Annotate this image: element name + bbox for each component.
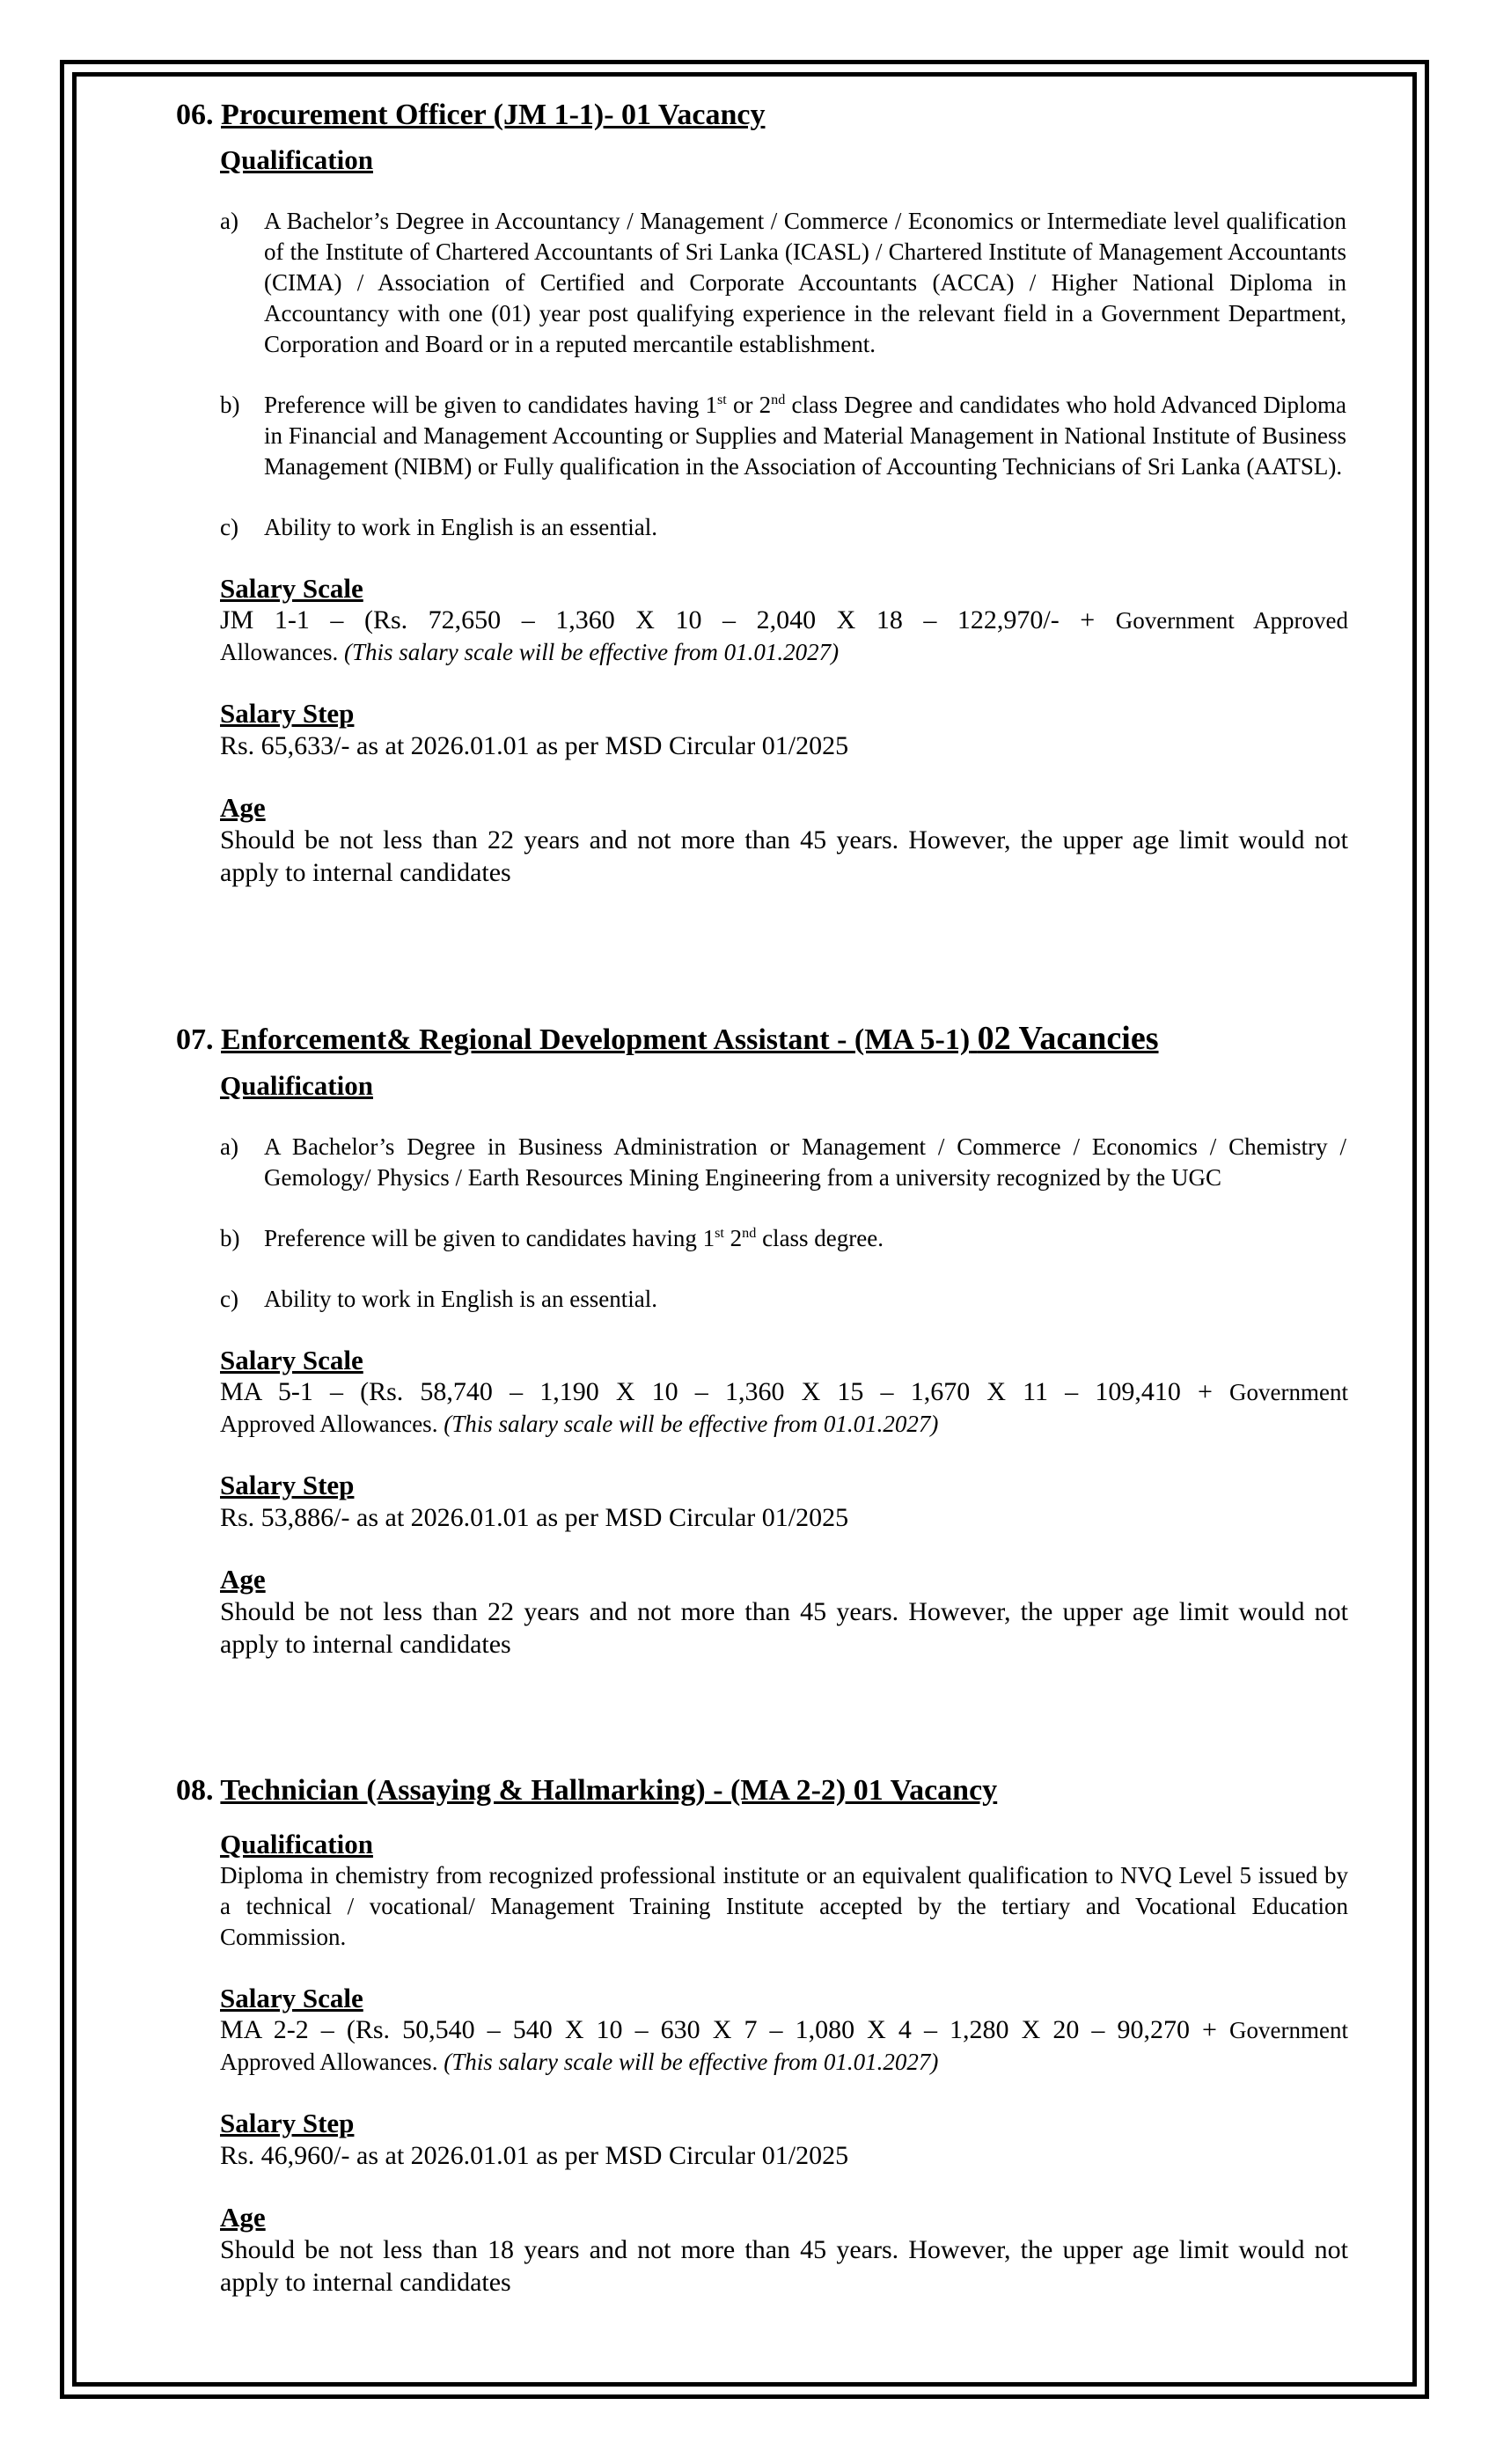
qualification-item-a — [220, 206, 1346, 360]
item-marker: c) — [220, 1285, 238, 1312]
age-label: Age — [220, 2201, 266, 2233]
item-marker: a) — [220, 207, 238, 234]
item-text: A Bachelor’s Degree in Accountancy / Management / Commerce / Economics or Intermediate level qualification of the Institute of Chartered Accountants of Sri Lanka (ICASL) / Chartered Institute of Management Accountants (CIMA) / Association of Certified and Corporate Accountants (ACCA) / Higher National Diploma in Accountancy with one (01) year post qualifying experience in the relevant field in a Government Department, Corporation and Board or in a reputed mercantile establishment. — [264, 207, 1346, 357]
section-number: 08. — [176, 1774, 214, 1807]
salary-step-label: Salary Step — [220, 698, 355, 730]
qualification-label: Qualification — [220, 1070, 373, 1101]
salary-scale-line2: Approved Allowances. (This salary scale will be effective from 01.01.2027) — [220, 2049, 939, 2076]
vacancy-section-06 — [176, 99, 1355, 889]
salary-scale-line1: JM 1-1 – (Rs. 72,650 – 1,360 X 10 – 2,040 X 18 – 122,970/- + Government Approved — [220, 605, 1349, 635]
section-heading — [176, 99, 1355, 132]
salary-step-value: Rs. 46,960/- as at 2026.01.01 as per MSD Circular 01/2025 — [220, 2140, 849, 2170]
salary-scale-note: (This salary scale will be effective from 01.01.2027) — [343, 639, 840, 666]
item-marker: c) — [220, 513, 238, 540]
salary-step-value: Rs. 65,633/- as at 2026.01.01 as per MSD Circular 01/2025 — [220, 730, 849, 760]
age-label: Age — [220, 791, 266, 823]
ordinal-sup: st — [717, 391, 727, 407]
item-marker: a) — [220, 1133, 238, 1160]
salary-scale-line1: MA 2-2 – (Rs. 50,540 – 540 X 10 – 630 X 7 – 1,080 X 4 – 1,280 X 20 – 90,270 + Government — [220, 2015, 1349, 2045]
salary-scale-label: Salary Scale — [220, 1344, 363, 1375]
qualification-item-c — [220, 1284, 1346, 1315]
age-text: Should be not less than 22 years and not more than 45 years. However, the upper age limit would not apply to internal candidates — [220, 825, 1348, 887]
salary-scale-label: Salary Scale — [220, 1982, 363, 2013]
qualification-item-c — [220, 512, 1346, 543]
ordinal-sup: nd — [771, 391, 786, 407]
item-text-pre: Preference will be given to candidates having 1 — [264, 391, 717, 418]
salary-scale-note: (This salary scale will be effective from 01.01.2027) — [444, 2049, 939, 2076]
age-label: Age — [220, 1563, 266, 1595]
section-number: 07. — [176, 1023, 214, 1056]
ordinal-sup: nd — [742, 1224, 757, 1241]
item-text: A Bachelor’s Degree in Business Administration or Management / Commerce / Economics / Chemistry / Gemology/ Physics / Earth Resources Mining Engineering from a university recognized by the UGC — [264, 1133, 1346, 1191]
qualification-label: Qualification — [220, 1829, 373, 1859]
salary-step-value: Rs. 53,886/- as at 2026.01.01 as per MSD Circular 01/2025 — [220, 1502, 849, 1532]
item-text: Ability to work in English is an essential. — [264, 1285, 657, 1312]
item-marker: b) — [220, 1224, 240, 1251]
salary-scale-note: (This salary scale will be effective from 01.01.2027) — [444, 1411, 939, 1438]
salary-step-label: Salary Step — [220, 2108, 355, 2139]
age-text: Should be not less than 22 years and not more than 45 years. However, the upper age limit would not apply to internal candidates — [220, 1596, 1348, 1659]
age-text: Should be not less than 18 years and not more than 45 years. However, the upper age limit would not apply to internal candidates — [220, 2234, 1348, 2297]
item-text: Ability to work in English is an essential. — [264, 513, 657, 540]
section-title: Procurement Officer (JM 1-1)- 01 Vacancy — [221, 99, 766, 131]
salary-scale-line2: Allowances. (This salary scale will be effective from 01.01.2027) — [220, 639, 840, 666]
section-title: Technician (Assaying & Hallmarking) - (MA 2-2) 01 Vacancy — [220, 1774, 998, 1807]
salary-step-label: Salary Step — [220, 1470, 355, 1501]
ordinal-sup: st — [715, 1224, 724, 1241]
qualification-label: Qualification — [220, 144, 373, 175]
vacancy-section-08 — [176, 1774, 1355, 2299]
salary-scale-line1: MA 5-1 – (Rs. 58,740 – 1,190 X 10 – 1,360 X 15 – 1,670 X 11 – 109,410 + Government — [220, 1377, 1349, 1407]
qualification-item-b — [220, 1223, 1346, 1254]
item-text-mid: or 2 — [726, 391, 772, 418]
item-text-post: class degree. — [756, 1224, 884, 1251]
section-number: 06. — [176, 99, 214, 131]
section-heading — [176, 1019, 1355, 1058]
section-heading — [176, 1774, 1355, 1808]
qualification-item-b — [220, 390, 1346, 482]
item-text-pre: Preference will be given to candidates having 1 — [264, 1224, 715, 1251]
salary-scale-label: Salary Scale — [220, 572, 363, 604]
item-text-post: class Degree and candidates who hold Advanced Diploma in Financial and Management Accounting or Supplies and Material Management in National Institute of Business Management (NIBM) or Fully qualification in the Association of Accounting Technicians of Sri Lanka (AATSL). — [264, 391, 1346, 480]
salary-scale-line2: Approved Allowances. (This salary scale will be effective from 01.01.2027) — [220, 1411, 939, 1438]
vacancy-section-07 — [176, 1019, 1355, 1661]
item-text-mid: 2 — [723, 1224, 743, 1251]
item-marker: b) — [220, 391, 240, 418]
section-title: Enforcement& Regional Development Assistant - (MA 5-1) 02 Vacancies — [221, 1020, 1159, 1057]
qualification-item-a — [220, 1132, 1346, 1193]
qualification-text: Diploma in chemistry from recognized professional institute or an equivalent qualification to NVQ Level 5 issued by a technical / vocational/ Management Training Institute accepted by the tertiary and Vocational Education Commission. — [220, 1861, 1348, 1950]
